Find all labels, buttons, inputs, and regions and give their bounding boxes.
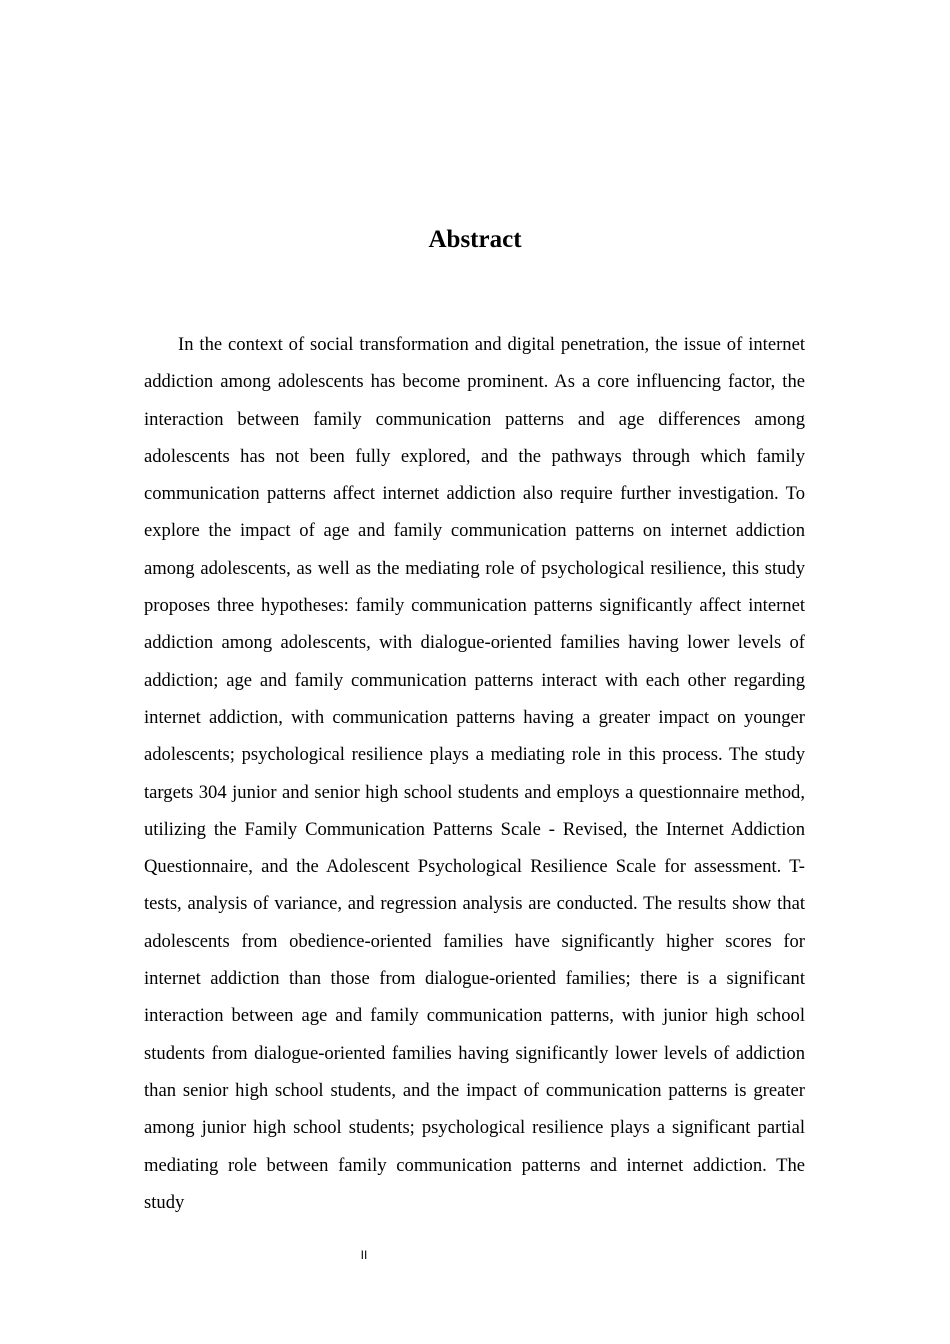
abstract-paragraph: In the context of social transformation and digital penetration, the issue of internet addiction among adolescents has become prominent. As a core influencing factor, the interaction between family communication patterns and age differences among adolescents has not been fully explored, and the pathways through which family communication patterns affect internet addiction also require further investigation. To explore the impact of age and family communication patterns on internet addiction among adolescents, as well as the mediating role of psychological resilience, this study proposes three hypotheses: family communication patterns significantly affect internet addiction among adolescents, with dialogue-oriented families having lower levels of addiction; age and family communication patterns interact with each other regarding internet addiction, with communication patterns having a greater impact on younger adolescents; psychological resilience plays a mediating role in this process. The study targets 304 junior and senior high school students and employs a questionnaire method, utilizing the Family Communication Patterns Scale - Revised, the Internet Addiction Questionnaire, and the Adolescent Psychological Resilience Scale for assessment. T-tests, analysis of variance, and regression analysis are conducted. The results show that adolescents from obedience-oriented families have significantly higher scores for internet addiction than those from dialogue-oriented families; there is a significant interaction between age and family communication patterns, with junior high school students from dialogue-oriented families having significantly lower levels of addiction than senior high school students, and the impact of communication patterns is greater among junior high school students; psychological resilience plays a significant partial mediating role between family communication patterns and internet addiction. The study: [144, 334, 805, 1213]
page-number: II: [360, 1248, 368, 1262]
abstract-title: Abstract: [428, 226, 522, 253]
